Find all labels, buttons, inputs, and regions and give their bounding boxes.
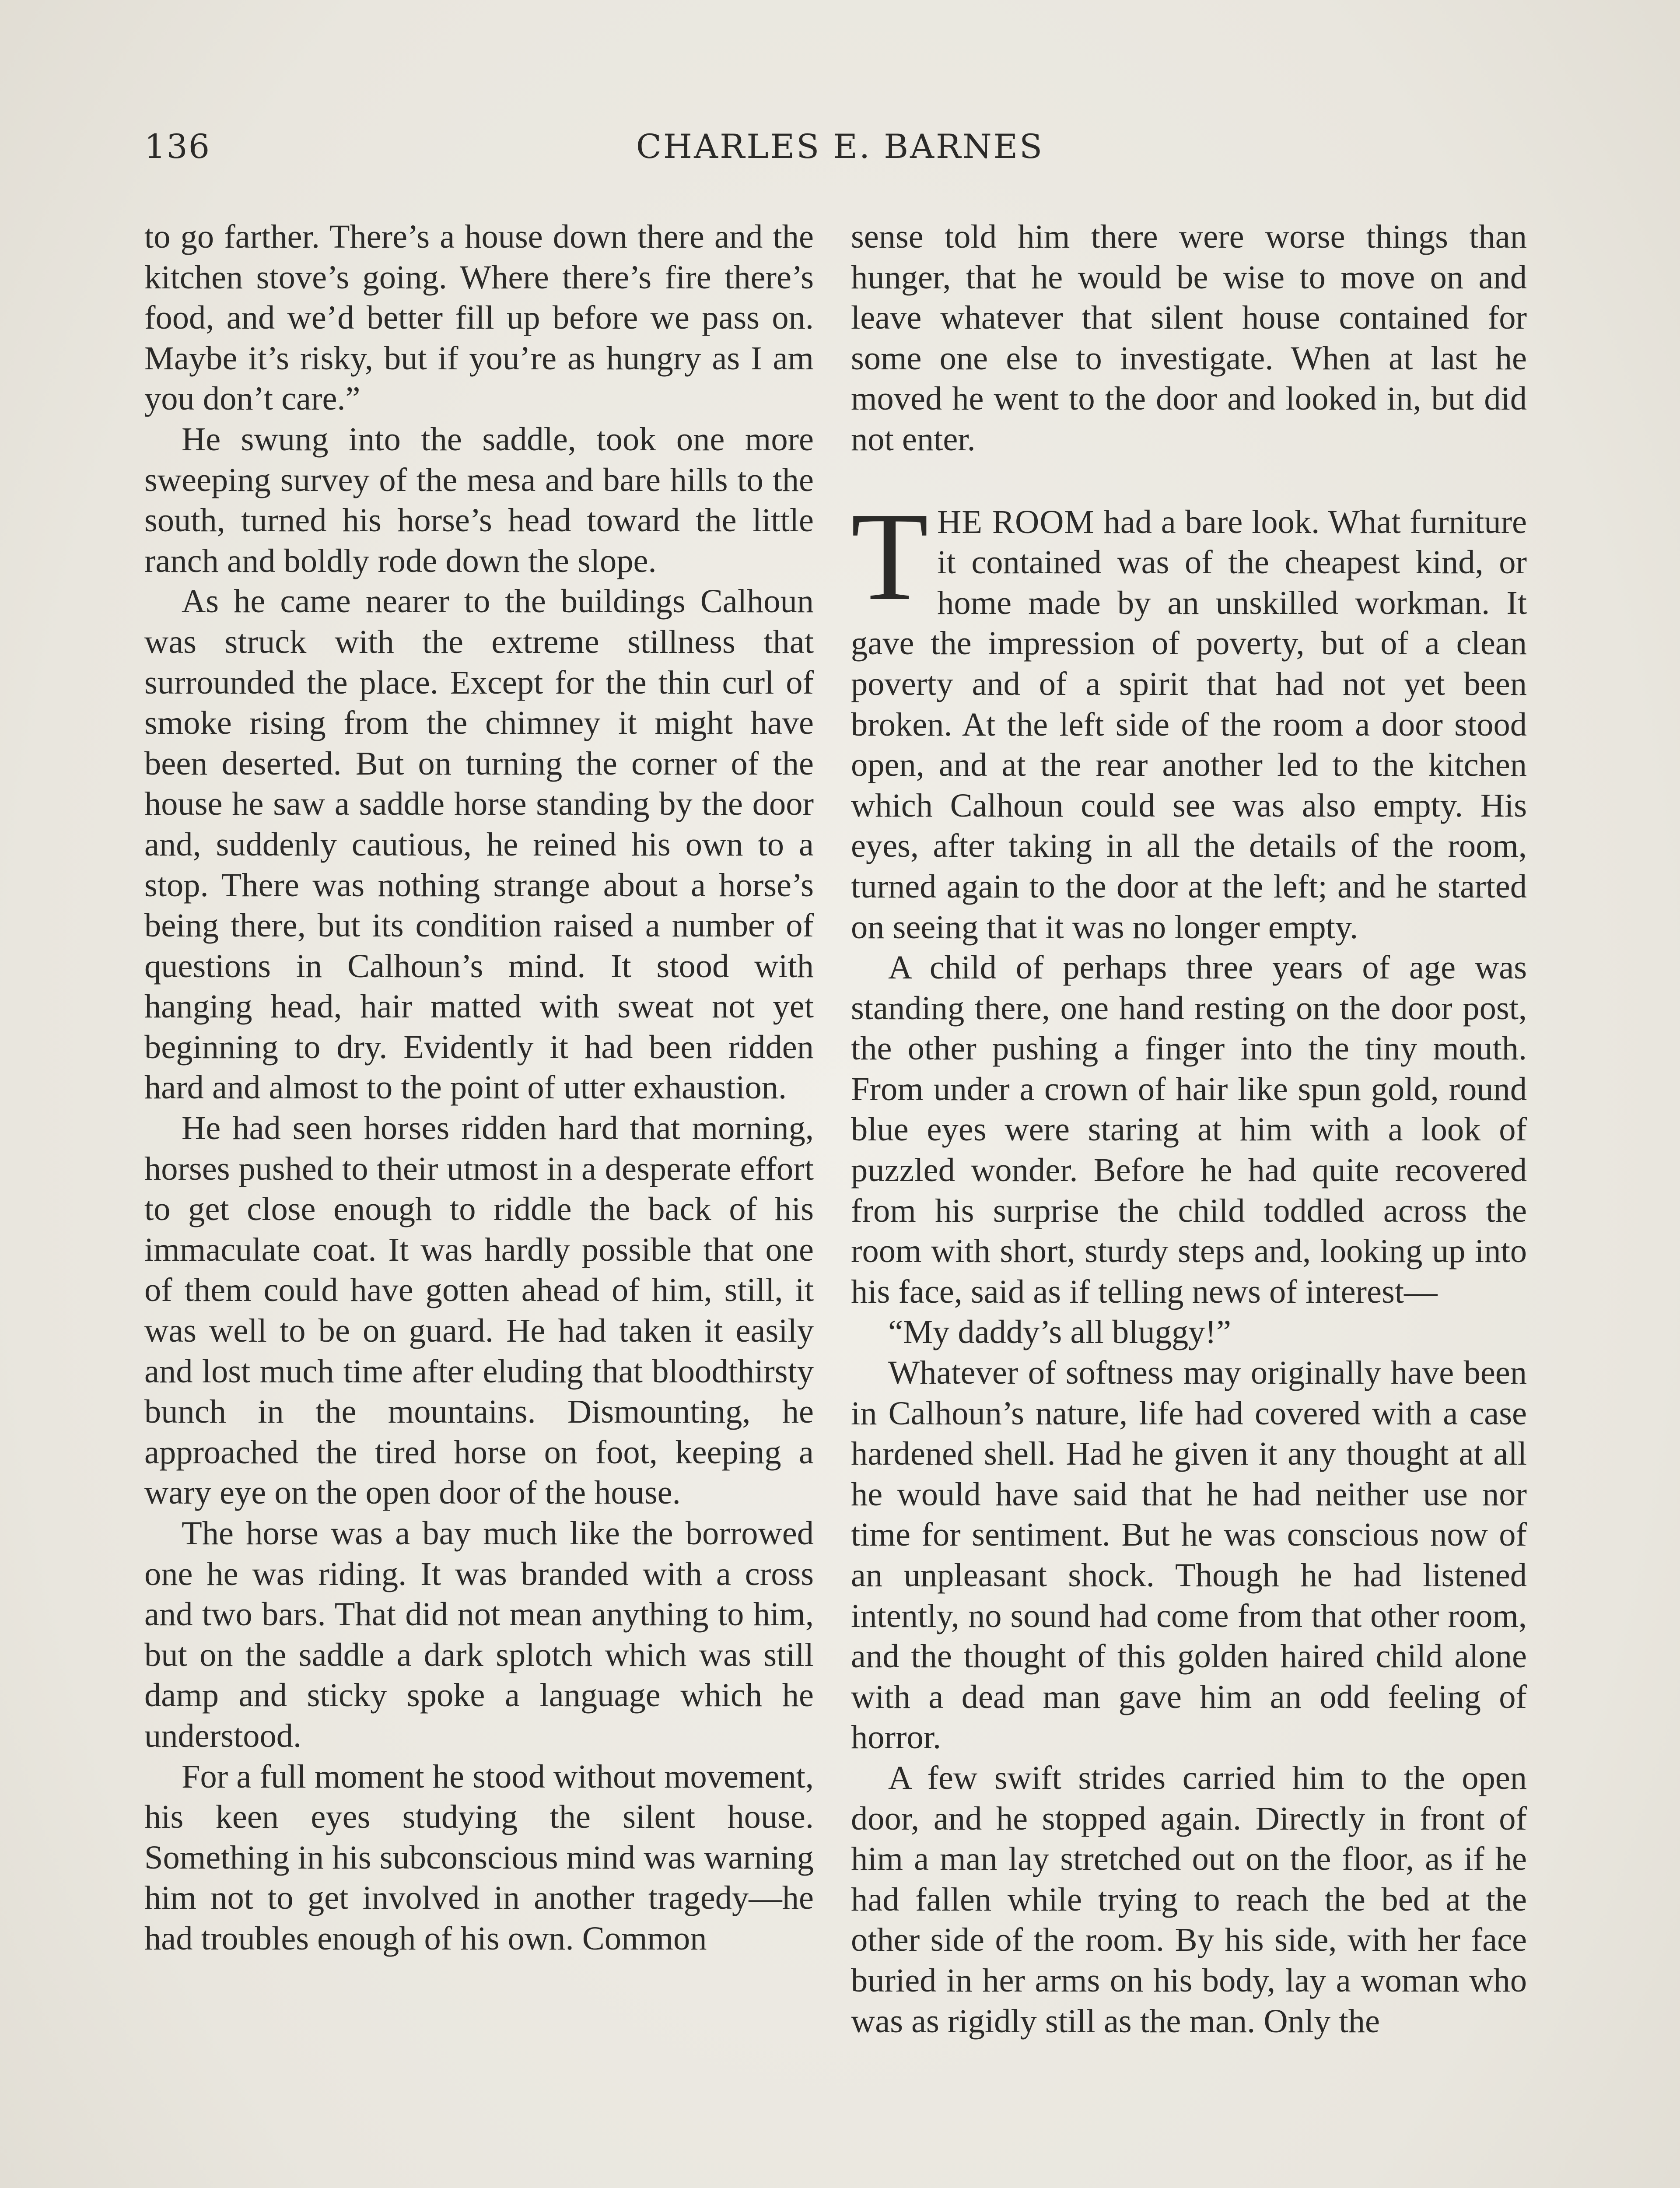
running-head: CHARLES E. BARNES [636,127,1044,166]
page-header [144,127,1536,179]
drop-cap: T [851,486,929,627]
section-break [851,460,1527,502]
right-column [851,217,1527,2041]
paragraph: The horse was a bay much like the borrowed one he was riding. It was branded with a cross and two bars. That did not mean anything to him, but on the saddle a dark splotch which was still damp and sticky spoke a language which he understood. [144,1515,814,1754]
paragraph: A child of perhaps three years of age was standing there, one hand resting on the door post, the other pushing a finger into the tiny mouth. From under a crown of hair like spun gold, round blue eyes were staring at him with a look of puzzled wonder. Before he had quite recovered from his surprise the child toddled across the room with short, sturdy steps and, looking up into his face, said as if telling news of interest— [851,949,1527,1310]
section-opening-paragraph [851,486,1527,948]
page-number: 136 [144,127,211,166]
paragraph-text: had a bare look. What furniture it contained was of the cheapest kind, or home made by an unskilled workman. It gave the impression of poverty, but of a clean poverty and of a spirit that had not yet been broken. At the left side of the room a door stood open, and at the rear another led to the kitchen which Calhoun could see was also empty. His eyes, after taking in all the details of the room, turned again to the door at the left; and he started on seeing that it was no longer empty. [851,503,1527,946]
paragraph-continuation: sense told him there were worse things than hunger, that he would be wise to move on and leave whatever that silent house contained for some one else to investigate. When at last he moved he went to the door and looked in, but did not enter. [851,218,1527,458]
paragraph: He had seen horses ridden hard that morning, horses pushed to their utmost in a desperate effort to get close enough to riddle the back of his immaculate coat. It was hardly possible that one of them could have gotten ahead of him, still, it was well to be on guard. He had taken it easily and lost much time after eluding that bloodthirsty bunch in the mountains. Dismounting, he approached the tired horse on foot, keeping a wary eye on the open door of the house. [144,1109,814,1511]
paragraph: As he came nearer to the buildings Calhoun was struck with the extreme stillness that surrounded the place. Except for the thin curl of smoke rising from the chimney it might have been deserted. But on turning the corner of the house he saw a saddle horse standing by the door and, suddenly cautious, he reined his own to a stop. There was nothing strange about a horse’s being there, but its condition raised a number of questions in Calhoun’s mind. It stood with hanging head, hair matted with sweat not yet beginning to dry. Evidently it had been ridden hard and almost to the point of utter exhaustion. [144,582,814,1106]
paragraph: He swung into the saddle, took one more sweeping survey of the mesa and bare hills to the south, turned his horse’s head toward the little ranch and boldly rode down the slope. [144,420,814,579]
left-column [144,217,814,1959]
paragraph: A few swift strides carried him to the open door, and he stopped again. Directly in front of him a man lay stretched out on the floor, as if he had fallen while trying to reach the bed at the other side of the room. By his side, with her face buried in her arms on his body, lay a woman who was as rigidly still as the man. Only the [851,1759,1527,2040]
lead-in: HE ROOM [937,503,1095,540]
paragraph: to go farther. There’s a house down there and the kitchen stove’s going. Where there’s fire there’s food, and we’d better fill up before we pass on. Maybe it’s risky, but if you’re as hungry as I am you don’t care.” [144,218,814,417]
paragraph: For a full moment he stood without movement, his keen eyes studying the silent house. Something in his subconscious mind was warning him not to get involved in another tragedy—he had troubles enough of his own. Common [144,1757,814,1957]
dialogue: “My daddy’s all bluggy!” [888,1313,1231,1351]
paragraph: Whatever of softness may originally have been in Calhoun’s nature, life had covered with a case hardened shell. Had he given it any thought at all he would have said that he had neither use nor time for sentiment. But he was conscious now of an unpleasant shock. Though he had listened intently, no sound had come from that other room, and the thought of this golden haired child alone with a dead man gave him an odd feeling of horror. [851,1354,1527,1756]
